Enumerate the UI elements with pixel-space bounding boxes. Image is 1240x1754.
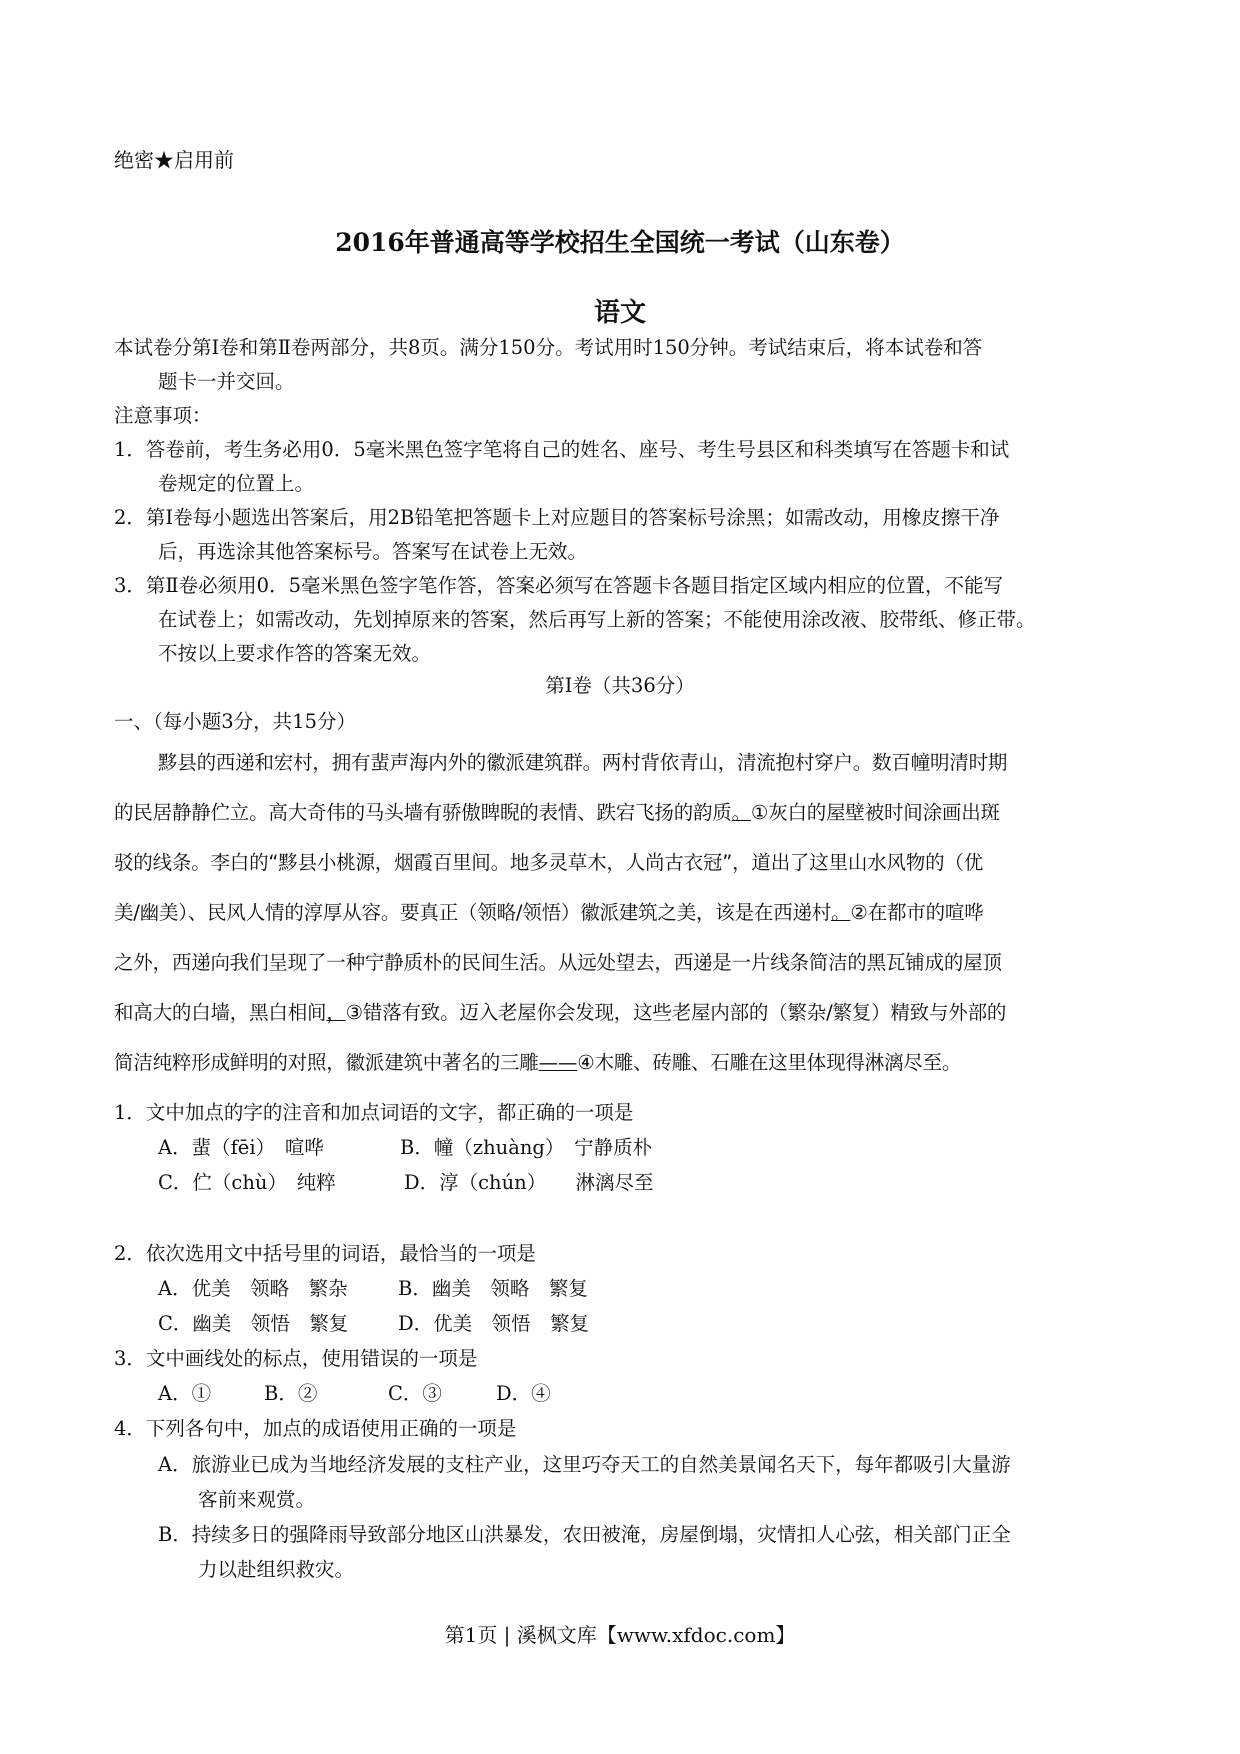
passage-line-5: 之外，西递向我们呈现了一种宁静质朴的民间生活。从远处望去，西递是一片线条简洁的黑瓦铺成的屋顶 [114,951,1002,974]
q2-option-d: D．优美 领悟 繁复 [398,1312,590,1335]
passage-line-4: 美/幽美）、民风人情的淳厚从容。要真正（领略/领悟）徽派建筑之美，该是在西递村。②在都市的喧哗 [114,901,984,924]
part-1-heading: 第Ⅰ卷（共36分） [545,674,695,697]
note-1-line-1: 1．答卷前，考生务必用0．5毫米黑色签字笔将自己的姓名、座号、考生号县区和科类填写在答题卡和试 [114,438,1010,461]
subject-title: 语文 [593,298,646,328]
q1-option-c: C．伫（chù） 纯粹 [158,1171,336,1194]
q2-option-c: C．幽美 领悟 繁复 [158,1312,349,1335]
note-3-line-1: 3．第Ⅱ卷必须用0．5毫米黑色签字笔作答，答案必须写在答题卡各题目指定区域内相应的位置，不能写 [114,574,1003,597]
q2-option-b: B．幽美 领略 繁复 [398,1277,588,1300]
q1-option-a: A．蜚（fēi） 喧哗 [158,1136,324,1159]
intro-line-2: 题卡一并交回。 [158,370,295,393]
question-2: 2．依次选用文中括号里的词语，最恰当的一项是 [114,1242,536,1265]
q3-option-a: A．① [158,1382,212,1405]
q4-option-b-line-2: 力以赴组织救灾。 [198,1558,355,1581]
question-4: 4．下列各句中，加点的成语使用正确的一项是 [114,1417,517,1440]
page-footer: 第1页 | 溪枫文库【www.xfdoc.com】 [444,1623,796,1647]
q1-option-d: D．淳（chún） 淋漓尽至 [404,1171,654,1194]
q3-option-d: D．④ [496,1382,551,1405]
note-3-line-2: 在试卷上；如需改动，先划掉原来的答案，然后再写上新的答案；不能使用涂改液、胶带纸、修正带。 [158,608,1036,631]
question-1: 1．文中加点的字的注音和加点词语的文字，都正确的一项是 [114,1101,634,1124]
q3-option-c: C．③ [388,1382,442,1405]
q2-option-a: A．优美 领略 繁杂 [158,1277,348,1300]
passage-line-7: 简洁纯粹形成鲜明的对照，徽派建筑中著名的三雕——④木雕、砖雕、石雕在这里体现得淋漓尽至。 [114,1051,962,1074]
exam-title: 2016年普通高等学校招生全国统一考试（山东卷） [335,228,905,257]
intro-line-1: 本试卷分第Ⅰ卷和第Ⅱ卷两部分，共8页。满分150分。考试用时150分钟。考试结束后，将本试卷和答 [114,336,983,359]
passage-line-2: 的民居静静伫立。高大奇伟的马头墙有骄傲睥睨的表情、跌宕飞扬的韵质。①灰白的屋壁被时间涂画出斑 [114,801,1000,824]
passage-line-3: 驳的线条。李白的“黟县小桃源，烟霞百里间。地多灵草木，人尚古衣冠”，道出了这里山水风物的（优 [114,851,984,874]
q1-option-b: B．幢（zhuàng） 宁静质朴 [400,1136,653,1159]
note-2-line-2: 后，再选涂其他答案标号。答案写在试卷上无效。 [158,540,588,563]
q4-option-a-line-1: A．旅游业已成为当地经济发展的支柱产业，这里巧夺天工的自然美景闻名天下，每年都吸引大量游 [158,1453,1011,1476]
secret-label: 绝密★启用前 [114,148,234,172]
q4-option-a-line-2: 客前来观赏。 [198,1488,316,1511]
question-3: 3．文中画线处的标点，使用错误的一项是 [114,1347,478,1370]
passage-line-1: 黟县的西递和宏村，拥有蜚声海内外的徽派建筑群。两村背依青山，清流抱村穿户。数百幢明清时期 [158,751,1008,774]
note-2-line-1: 2．第Ⅰ卷每小题选出答案后，用2B铅笔把答题卡上对应题目的答案标号涂黑；如需改动，用橡皮擦干净 [114,506,1000,529]
q3-option-b: B．② [264,1382,318,1405]
note-1-line-2: 卷规定的位置上。 [158,472,315,495]
section-1-heading: 一、（每小题3分，共15分） [114,710,356,733]
q4-option-b-line-1: B．持续多日的强降雨导致部分地区山洪暴发，农田被淹，房屋倒塌，灾情扣人心弦，相关部门正全 [158,1523,1011,1546]
notes-title: 注意事项： [114,404,212,427]
note-3-line-3: 不按以上要求作答的答案无效。 [158,642,432,665]
passage-line-6: 和高大的白墙，黑白相间，③错落有致。迈入老屋你会发现，这些老屋内部的（繁杂/繁复）精致与外部的 [114,1001,1007,1024]
